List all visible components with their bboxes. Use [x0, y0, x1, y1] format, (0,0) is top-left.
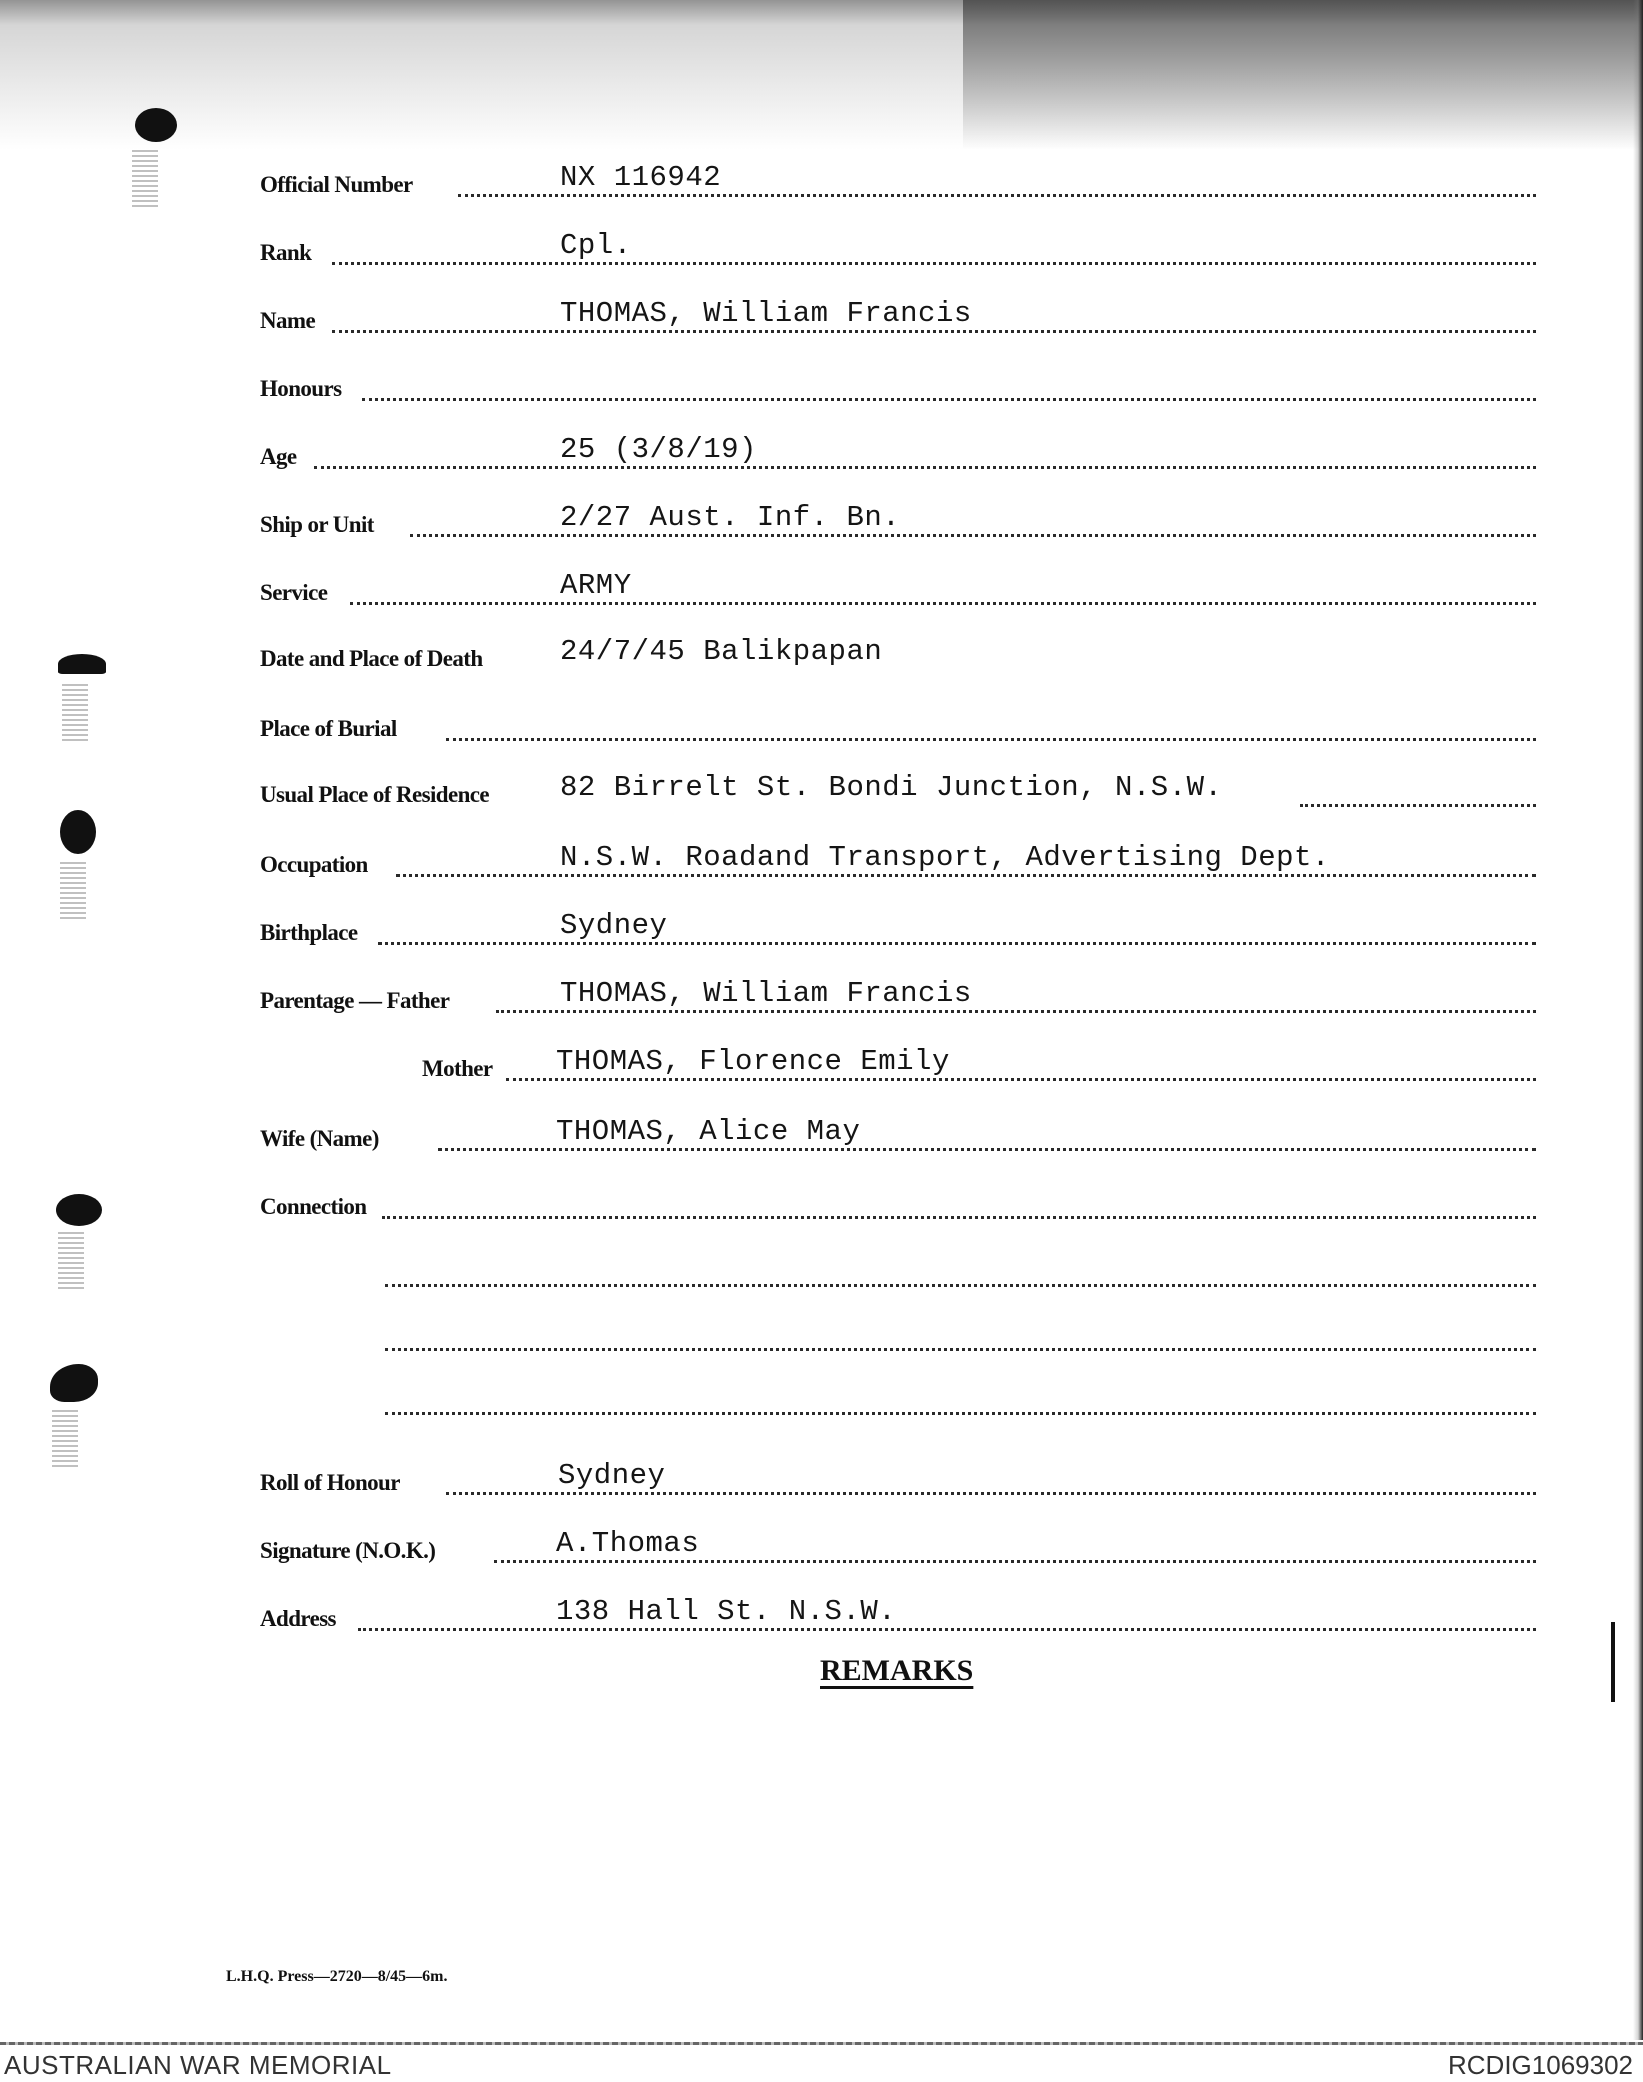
field-dotted-line — [396, 874, 1536, 877]
field-label: Place of Burial — [260, 716, 397, 741]
field-value: Sydney — [560, 909, 668, 942]
print-code: L.H.Q. Press—2720—8/45—6m. — [226, 1968, 448, 1985]
field-label: Address — [260, 1606, 336, 1631]
field-value: 138 Hall St. N.S.W. — [556, 1595, 897, 1628]
field-label: Honours — [260, 376, 342, 401]
field-dotted-line — [332, 330, 1536, 333]
field-label: Age — [260, 444, 297, 469]
scan-edge-right — [1633, 0, 1643, 2040]
field-dotted-line — [410, 534, 1536, 537]
field-parentage-father — [260, 976, 1536, 1016]
punch-hole-shadow — [62, 684, 88, 744]
field-label: Roll of Honour — [260, 1470, 400, 1495]
field-dotted-line — [438, 1148, 1536, 1151]
field-value: 2/27 Aust. Inf. Bn. — [560, 501, 901, 534]
field-label: Official Number — [260, 172, 413, 197]
field-value: 25 (3/8/19) — [560, 433, 757, 466]
image-code: RCDIG1069302 — [1448, 2050, 1633, 2080]
field-official-number — [260, 160, 1536, 200]
scan-bottom-rule — [0, 2042, 1643, 2045]
field-label: Ship or Unit — [260, 512, 374, 537]
field-label: Name — [260, 308, 316, 333]
margin-mark — [1611, 1622, 1615, 1702]
punch-hole-shadow — [52, 1410, 78, 1470]
field-age — [260, 432, 1536, 472]
field-connection — [260, 1182, 1536, 1222]
field-rank — [260, 228, 1536, 268]
field-signature-nok — [260, 1526, 1536, 1566]
field-dotted-line — [446, 1492, 1536, 1495]
connection-continuation-line — [385, 1284, 1536, 1287]
field-label: Usual Place of Residence — [260, 782, 489, 807]
punch-hole-shadow — [60, 862, 86, 922]
field-honours — [260, 364, 1536, 404]
field-label: Connection — [260, 1194, 367, 1219]
field-usual-place-of-residence — [260, 770, 1536, 810]
field-service — [260, 568, 1536, 608]
field-label: Birthplace — [260, 920, 358, 945]
field-value: THOMAS, William Francis — [560, 977, 972, 1010]
field-label: Service — [260, 580, 328, 605]
field-birthplace — [260, 908, 1536, 948]
field-label: Occupation — [260, 852, 368, 877]
field-value: THOMAS, Florence Emily — [556, 1045, 950, 1078]
remarks-heading: REMARKS — [820, 1654, 974, 1687]
field-address — [260, 1594, 1536, 1634]
field-label: Parentage — Father — [260, 988, 450, 1013]
field-value: N.S.W. Roadand Transport, Advertising Dept. — [560, 841, 1330, 874]
scan-shadow-top-right — [963, 0, 1643, 150]
field-dotted-line — [1300, 804, 1536, 807]
field-dotted-line — [382, 1216, 1536, 1219]
punch-hole-shadow — [58, 1232, 84, 1292]
field-dotted-line — [350, 602, 1536, 605]
connection-continuation-line — [385, 1348, 1536, 1351]
field-roll-of-honour — [260, 1458, 1536, 1498]
field-dotted-line — [458, 194, 1536, 197]
punch-hole — [60, 810, 96, 854]
field-label: Date and Place of Death — [260, 646, 483, 671]
field-value: 24/7/45 Balikpapan — [560, 635, 883, 668]
field-dotted-line — [496, 1010, 1536, 1013]
field-dotted-line — [358, 1628, 1536, 1631]
field-value: NX 116942 — [560, 161, 722, 194]
field-label: Wife (Name) — [260, 1126, 379, 1151]
field-place-of-burial — [260, 704, 1536, 744]
field-wife-name — [260, 1114, 1536, 1154]
field-date-place-of-death — [260, 634, 1536, 674]
field-mother — [260, 1044, 1536, 1084]
field-name — [260, 296, 1536, 336]
field-occupation — [260, 840, 1536, 880]
field-dotted-line — [314, 466, 1536, 469]
field-value: ARMY — [560, 569, 632, 602]
punch-hole — [50, 1364, 98, 1402]
field-dotted-line — [446, 738, 1536, 741]
field-dotted-line — [332, 262, 1536, 265]
field-value: THOMAS, William Francis — [560, 297, 972, 330]
field-value: Sydney — [558, 1459, 666, 1492]
field-label: Mother — [422, 1056, 493, 1081]
field-label: Rank — [260, 240, 312, 265]
field-label: Signature (N.O.K.) — [260, 1538, 436, 1563]
archive-name: AUSTRALIAN WAR MEMORIAL — [4, 2050, 392, 2080]
punch-hole — [58, 654, 106, 674]
field-dotted-line — [506, 1078, 1536, 1081]
punch-hole — [56, 1194, 102, 1226]
field-value: THOMAS, Alice May — [556, 1115, 861, 1148]
field-value: 82 Birrelt St. Bondi Junction, N.S.W. — [560, 771, 1223, 804]
field-dotted-line — [378, 942, 1536, 945]
field-dotted-line — [362, 398, 1536, 401]
field-value: Cpl. — [560, 229, 632, 262]
connection-continuation-line — [385, 1412, 1536, 1415]
punch-hole — [135, 108, 177, 142]
field-value: A.Thomas — [556, 1527, 700, 1560]
field-ship-or-unit — [260, 500, 1536, 540]
field-dotted-line — [494, 1560, 1536, 1563]
punch-hole-shadow — [132, 150, 158, 210]
